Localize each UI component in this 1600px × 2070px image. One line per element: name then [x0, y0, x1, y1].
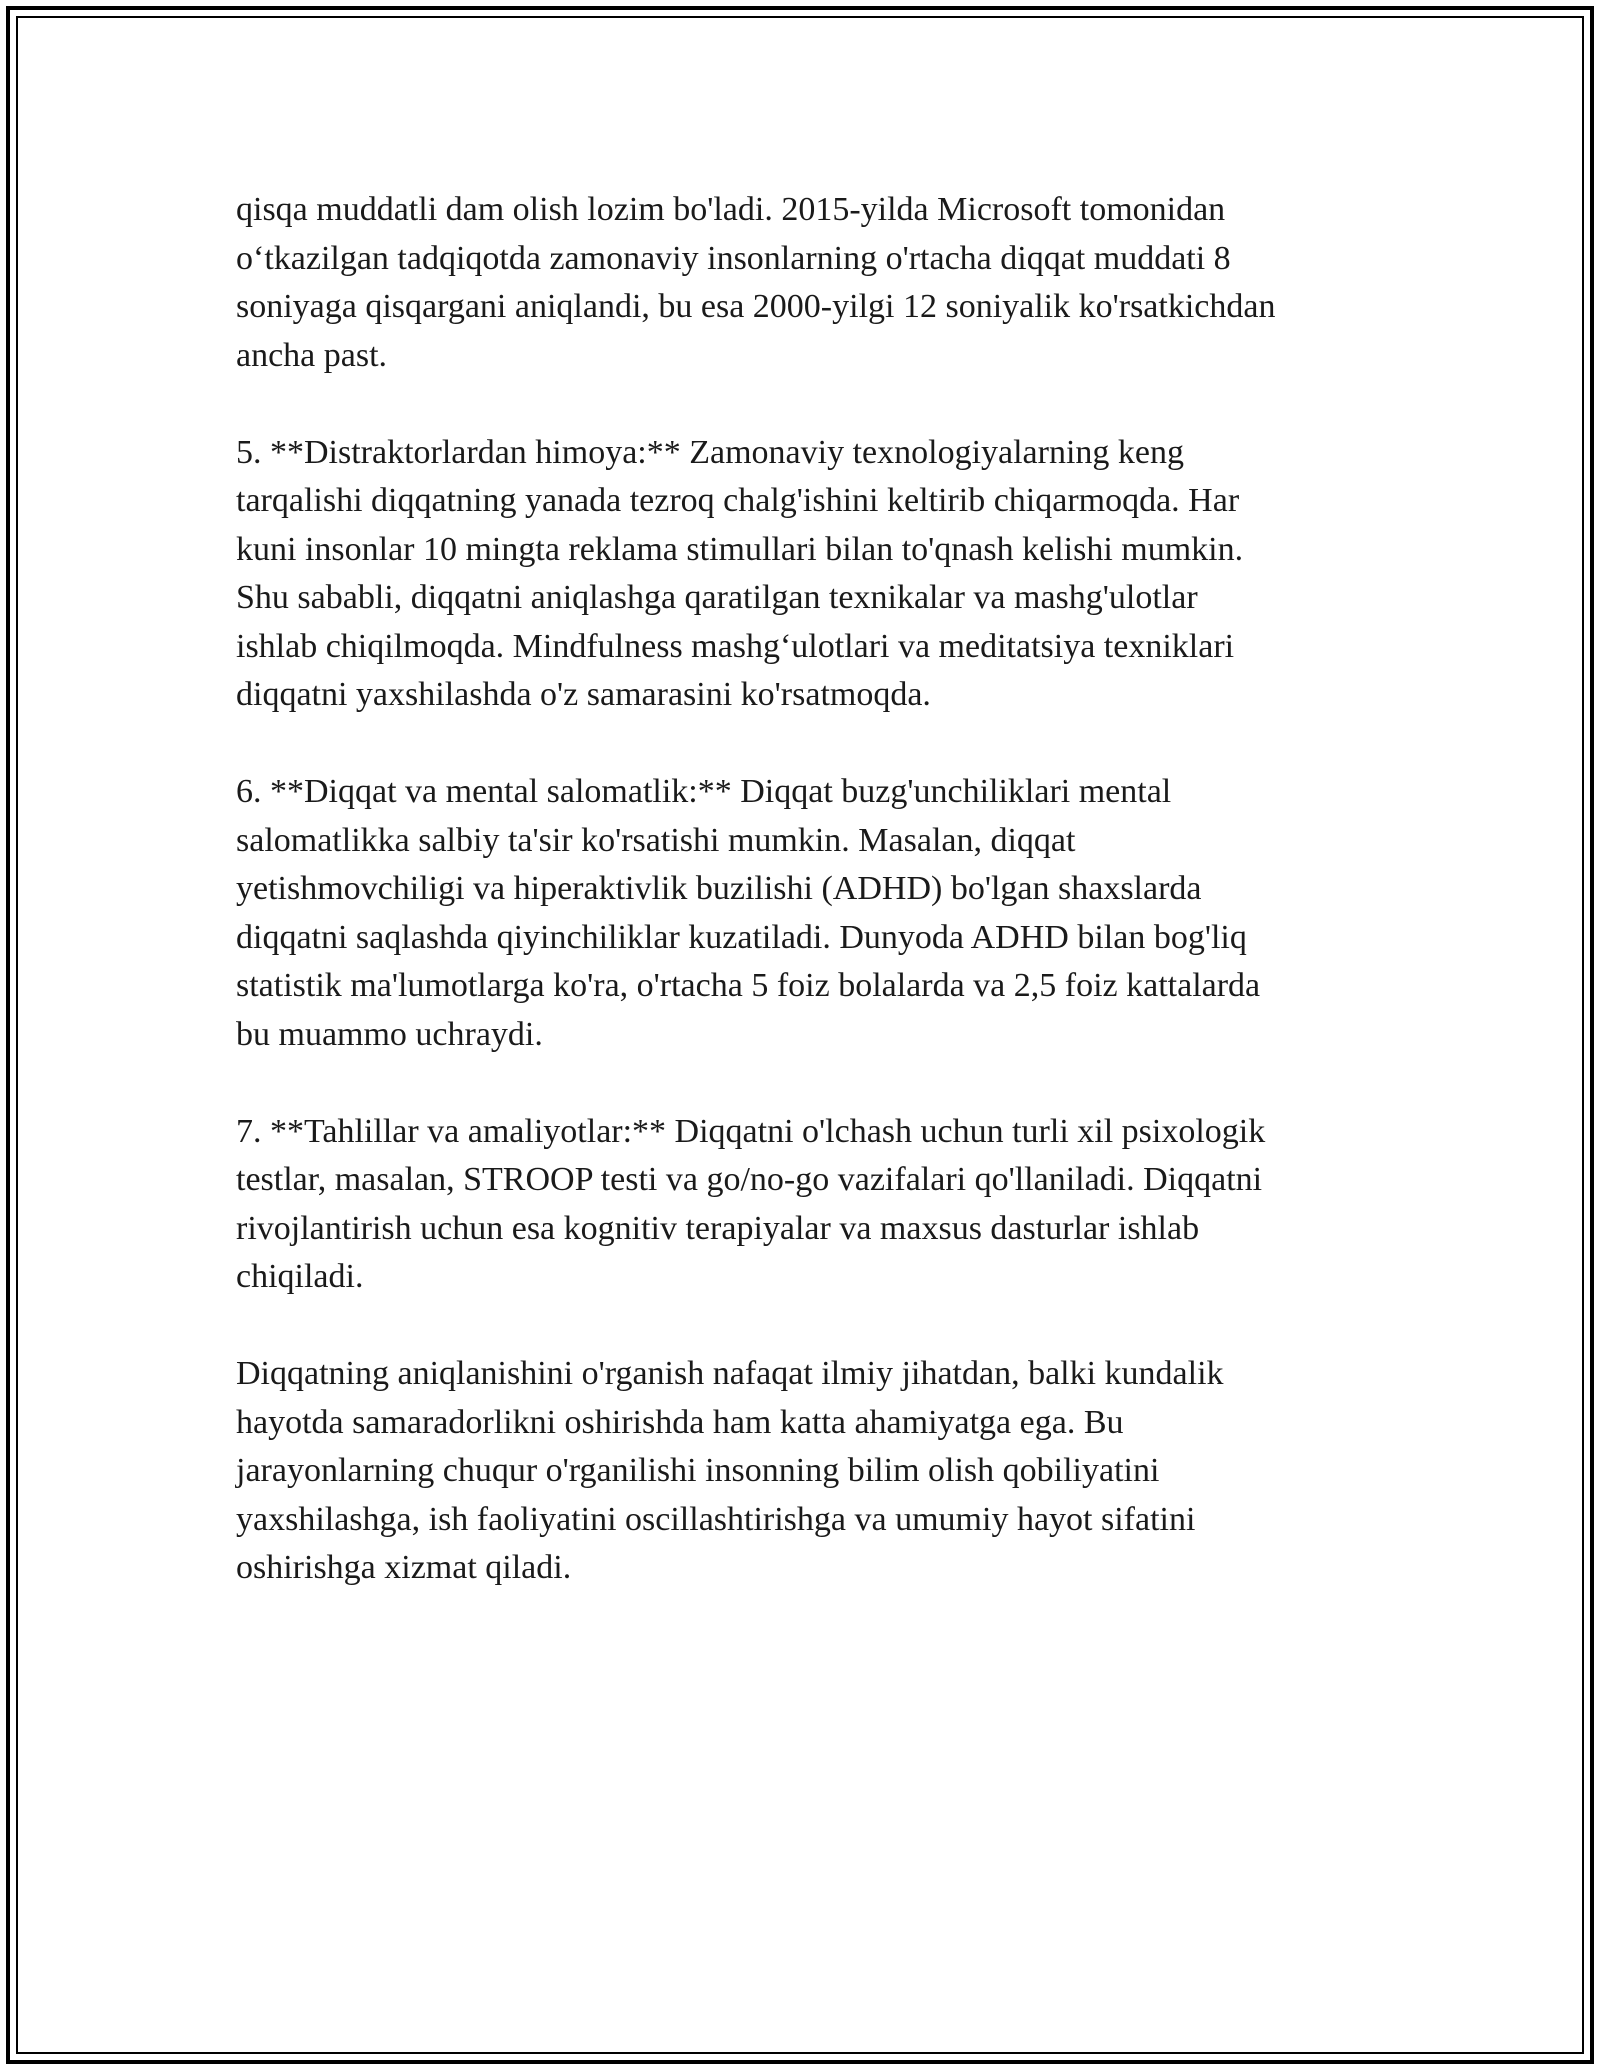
paragraph-distractor-protection: 5. **Distraktorlardan himoya:** Zamonaviy texnologiyalarning keng tarqalishi diqqatning yanada tezroq chalg'ishini keltirib chiqarmoqda. Har kuni insonlar 10 mingta reklama stimullari bilan to'qnash kelishi mumkin. Shu sababli, diqqatni aniqlashga qaratilgan texnikalar va mashg'ulotlar ishlab chiqilmoqda. Mindfulness mashg‘ulotlari va meditatsiya texniklari diqqatni yaxshilashda o'z samarasini ko'rsatmoqda. [236, 433, 1244, 713]
paragraph-intro-continuation: qisqa muddatli dam olish lozim bo'ladi. 2015-yilda Microsoft tomonidan o‘tkazilgan tadqiqotda zamonaviy insonlarning o'rtacha diqqat muddati 8 soniyaga qisqargani aniqlandi, bu esa 2000-yilgi 12 soniyalik ko'rsatkichdan ancha past. [236, 191, 1276, 374]
paragraph-attention-mental-health: 6. **Diqqat va mental salomatlik:** Diqqat buzg'unchiliklari mental salomatlikka salbiy ta'sir ko'rsatishi mumkin. Masalan, diqqat yetishmovchiligi va hiperaktivlik buzilishi (ADHD) bo'lgan shaxslarda diqqatni saqlashda qiyinchiliklar kuzatiladi. Dunyoda ADHD bilan bog'liq statistik ma'lumotlarga ko'ra, o'rtacha 5 foiz bolalarda va 2,5 foiz kattalarda bu muammo uchraydi. [236, 773, 1261, 1053]
document-body [236, 186, 1376, 1641]
paragraph-conclusion: Diqqatning aniqlanishini o'rganish nafaqat ilmiy jihatdan, balki kundalik hayotda samaradorlikni oshirishda ham katta ahamiyatga ega. Bu jarayonlarning chuqur o'rganilishi insonning bilim olish qobiliyatini yaxshilashga, ish faoliyatini oscillashtirishga va umumiy hayot sifatini oshirishga xizmat qiladi. [236, 1355, 1224, 1586]
paragraph-analysis-practice: 7. **Tahlillar va amaliyotlar:** Diqqatni o'lchash uchun turli xil psixologik testlar, masalan, STROOP testi va go/no-go vazifalari qo'llaniladi. Diqqatni rivojlantirish uchun esa kognitiv terapiyalar va maxsus dasturlar ishlab chiqiladi. [236, 1112, 1266, 1295]
